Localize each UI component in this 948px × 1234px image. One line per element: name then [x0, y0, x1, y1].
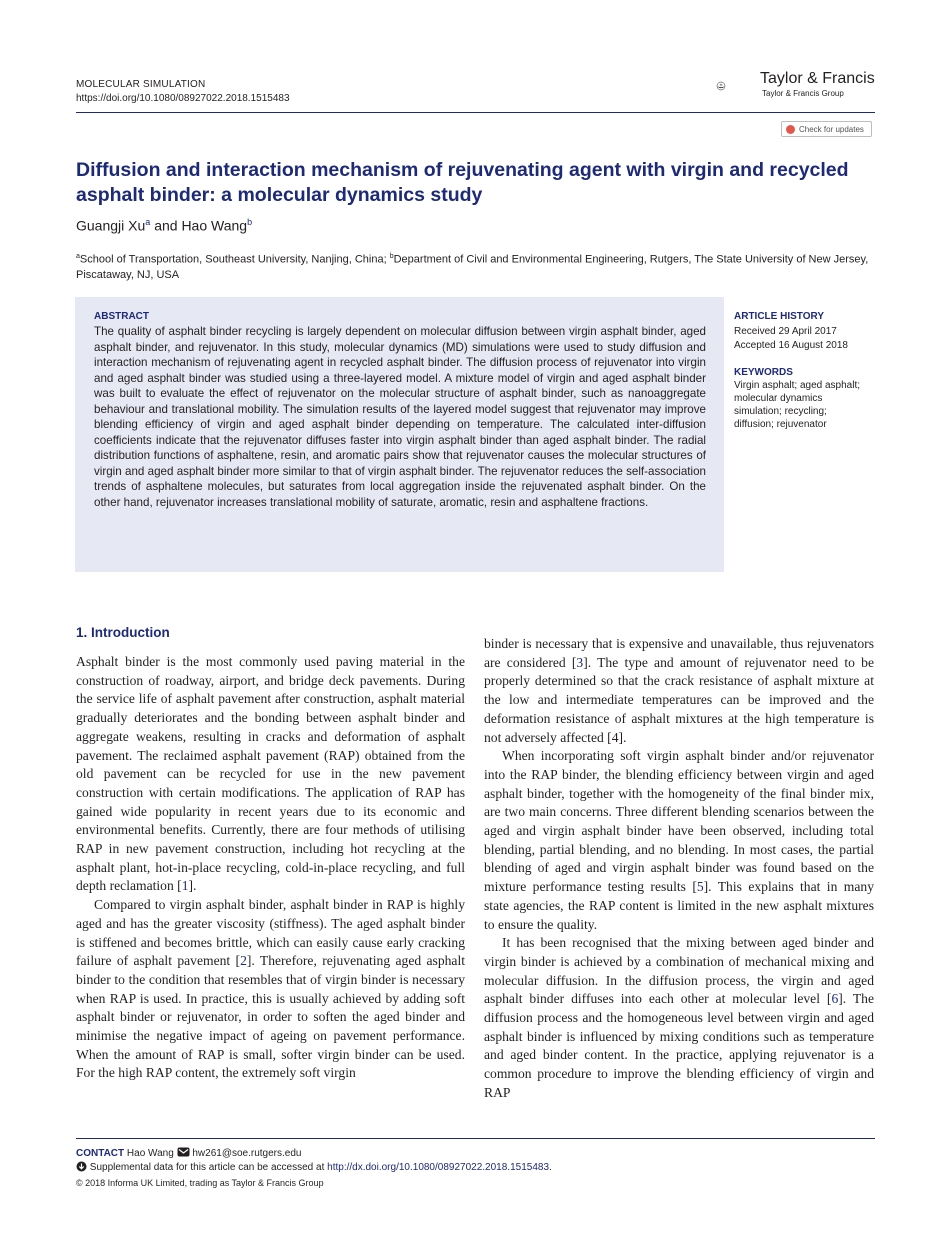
received-date: Received 29 April 2017	[734, 326, 837, 337]
supplemental-end: .	[549, 1162, 552, 1173]
accepted-date: Accepted 16 August 2018	[734, 340, 848, 351]
citation-link[interactable]: 3	[576, 654, 584, 670]
paragraph: binder is necessary that is expensive and unavailable, thus rejuvenators are considered [3]. The type and amount of rejuvenator need to be properly determined so that the crack resistance of asphalt mixture at the low and intermediate temperatures can be improved and the deformation resistance of asphalt mixtures at the high temperature is not adversely affected [4].	[484, 636, 874, 745]
abstract-text: The quality of asphalt binder recycling is largely dependent on molecular diffusion between virgin asphalt binder, aged asphalt binder, and rejuvenator. In this study, molecular dynamics (MD) simulations were used to study diffusion and interaction mechanism of rejuvenating agent in recycled asphalt binder. The diffusion process of rejuvenator into virgin and aged asphalt binder was studied using a three-layered model. A mixture model of virgin and aged asphalt binder was built to evaluate the effect of rejuvenator on the molecular structure of asphalt binder, such as nanoaggregate behaviour and translational mobility. The simulation results of the layered model suggest that rejuvenator may improve blending efficiency of virgin and aged asphalt binder depending on temperature. The calculated inter-diffusion coefficients indicate that the rejuvenator diffuses faster into virgin asphalt binder than aged asphalt binder. The radial distribution functions of asphaltene, resin, and aromatic pairs show that rejuvenator causes the molecular structures of virgin and aged asphalt binder more similar to that of virgin asphalt binder. The rejuvenator reduces the self-association trends of asphaltene molecules, but saturates from local aggregation inside the rejuvenated asphalt binder. On the other hand, rejuvenator increases translational mobility of saturate, aromatic, resin and asphaltene fractions.	[94, 325, 706, 509]
article-title: Diffusion and interaction mechanism of rejuvenating agent with virgin and recycled asphalt binder: a molecular dynamics study	[76, 159, 849, 206]
footer-rule	[76, 1138, 875, 1139]
keyword-line: molecular dynamics	[734, 393, 823, 404]
affiliations	[76, 249, 876, 283]
taylor-francis-logo-icon	[716, 68, 756, 104]
contact-label: CONTACT	[76, 1148, 125, 1159]
citation-link[interactable]: 1	[181, 878, 189, 894]
section-heading-introduction: 1. Introduction	[76, 625, 170, 640]
paragraph: It has been recognised that the mixing between aged binder and virgin binder is achieved by a combination of mechanical mixing and molecular diffusion. In the diffusion process, the virgin and aged asphalt binder diffuses into each other at molecular level [6]. The diffusion process and the homogeneous level between virgin and aged asphalt binder is influenced by mixing conditions such as temperature and aged binder content. In the practice, applying rejuvenator is a common procedure to improve the blending efficiency of virgin and RAP	[484, 935, 874, 1100]
check-for-updates-button[interactable]	[781, 121, 872, 137]
supplemental-line	[76, 1161, 552, 1173]
supplemental-text: Supplemental data for this article can be accessed at	[89, 1162, 328, 1173]
paragraph: Asphalt binder is the most commonly used paving material in the construction of roadway, airport, and bridge deck pavements. During the service life of asphalt pavement after construction, asphalt material gradually deteriorates and the bonding between asphalt binder and aggregate weakens, resulting in cracks and deformation of asphalt pavement. The reclaimed asphalt pavement (RAP) obtained from the old pavement can be recycled for use in the new pavement construction with certain modifications. The application of RAP has gained wide popularity in recent years due to its economic and environmental benefits. Currently, there are four methods of utilising RAP in new pavement construction, including hot recycling at the asphalt plant, hot-in-place recycling, cold-in-place recycling, and full depth reclamation [1].	[76, 654, 465, 894]
citation-link[interactable]: 5	[696, 879, 704, 895]
publisher-name: Taylor & Francis	[760, 70, 875, 87]
article-history-heading: ARTICLE HISTORY	[734, 311, 825, 322]
body-column-right	[484, 635, 874, 1103]
doi-link[interactable]: https://doi.org/10.1080/08927022.2018.1515483	[76, 93, 290, 104]
citation-link[interactable]: 6	[831, 991, 839, 1007]
paragraph: When incorporating soft virgin asphalt binder and/or rejuvenator into the RAP binder, the blending efficiency between virgin and aged asphalt binder, together with the homogeneity of the final binder mix, are two main concerns. Three different blending scenarios between the aged and virgin asphalt binder have been observed, including total blending, partial blending, and no blending. In most cases, the partial blending of aged and virgin asphalt binder was found based on the mixture performance testing results [5]. This explains that in many state agencies, the RAP content is limited in the new asphalt mixtures to ensure the quality.	[484, 748, 874, 932]
keyword-line: simulation; recycling;	[734, 406, 827, 417]
copyright: © 2018 Informa UK Limited, trading as Taylor & Francis Group	[76, 1178, 324, 1188]
contact-line	[76, 1147, 301, 1159]
supplemental-link[interactable]: http://dx.doi.org/10.1080/08927022.2018.1515483	[327, 1162, 550, 1173]
citation-link[interactable]: 2	[240, 953, 247, 969]
header-rule	[76, 112, 875, 113]
affil-sup: a	[76, 253, 80, 260]
publisher-group: Taylor & Francis Group	[762, 89, 844, 98]
keyword-line: Virgin asphalt; aged asphalt;	[734, 380, 861, 391]
author-list	[76, 217, 252, 234]
keyword-line: diffusion; rejuvenator	[734, 419, 827, 430]
author-affil-sup[interactable]: a	[145, 217, 151, 227]
contact-email[interactable]: hw261@soe.rutgers.edu	[192, 1148, 302, 1159]
check-updates-label: Check for updates	[799, 124, 864, 134]
journal-name: MOLECULAR SIMULATION	[76, 79, 206, 90]
keywords-heading: KEYWORDS	[734, 367, 793, 378]
update-icon	[786, 125, 795, 134]
affil-sup: b	[389, 253, 394, 260]
email-icon	[177, 1147, 190, 1157]
affil-a: School of Transportation, Southeast University, Nanjing, China;	[79, 253, 390, 266]
keywords-list	[734, 379, 884, 431]
supplemental-data-icon	[76, 1161, 87, 1172]
abstract-heading: ABSTRACT	[94, 311, 149, 322]
contact-name: Hao Wang	[126, 1148, 174, 1159]
author-separator: and	[154, 217, 178, 234]
paragraph: Compared to virgin asphalt binder, asphalt binder in RAP is highly aged and has the greater viscosity (stiffness). The aged asphalt binder is stiffened and becomes brittle, which can easily cause early cracking failure of asphalt pavement [2]. Therefore, rejuvenating aged asphalt binder to the condition that resembles that of virgin binder is necessary when RAP is used. In practice, this is usually achieved by adding soft asphalt binder or rejuvenator, in order to soften the aged binder and minimise the negative impact of ageing on pavement performance. When the amount of RAP is small, softer virgin binder can be used. For the high RAP content, the extremely soft virgin	[76, 897, 466, 1081]
body-column-left	[76, 653, 465, 1083]
affil-b: Department of Civil and Environmental Engineering, Rutgers, The State University of New Jersey, Piscataway, NJ, USA	[76, 253, 869, 281]
author-name[interactable]: Hao Wang	[181, 217, 248, 234]
author-name[interactable]: Guangji Xu	[76, 217, 146, 234]
author-affil-sup[interactable]: b	[247, 217, 253, 227]
